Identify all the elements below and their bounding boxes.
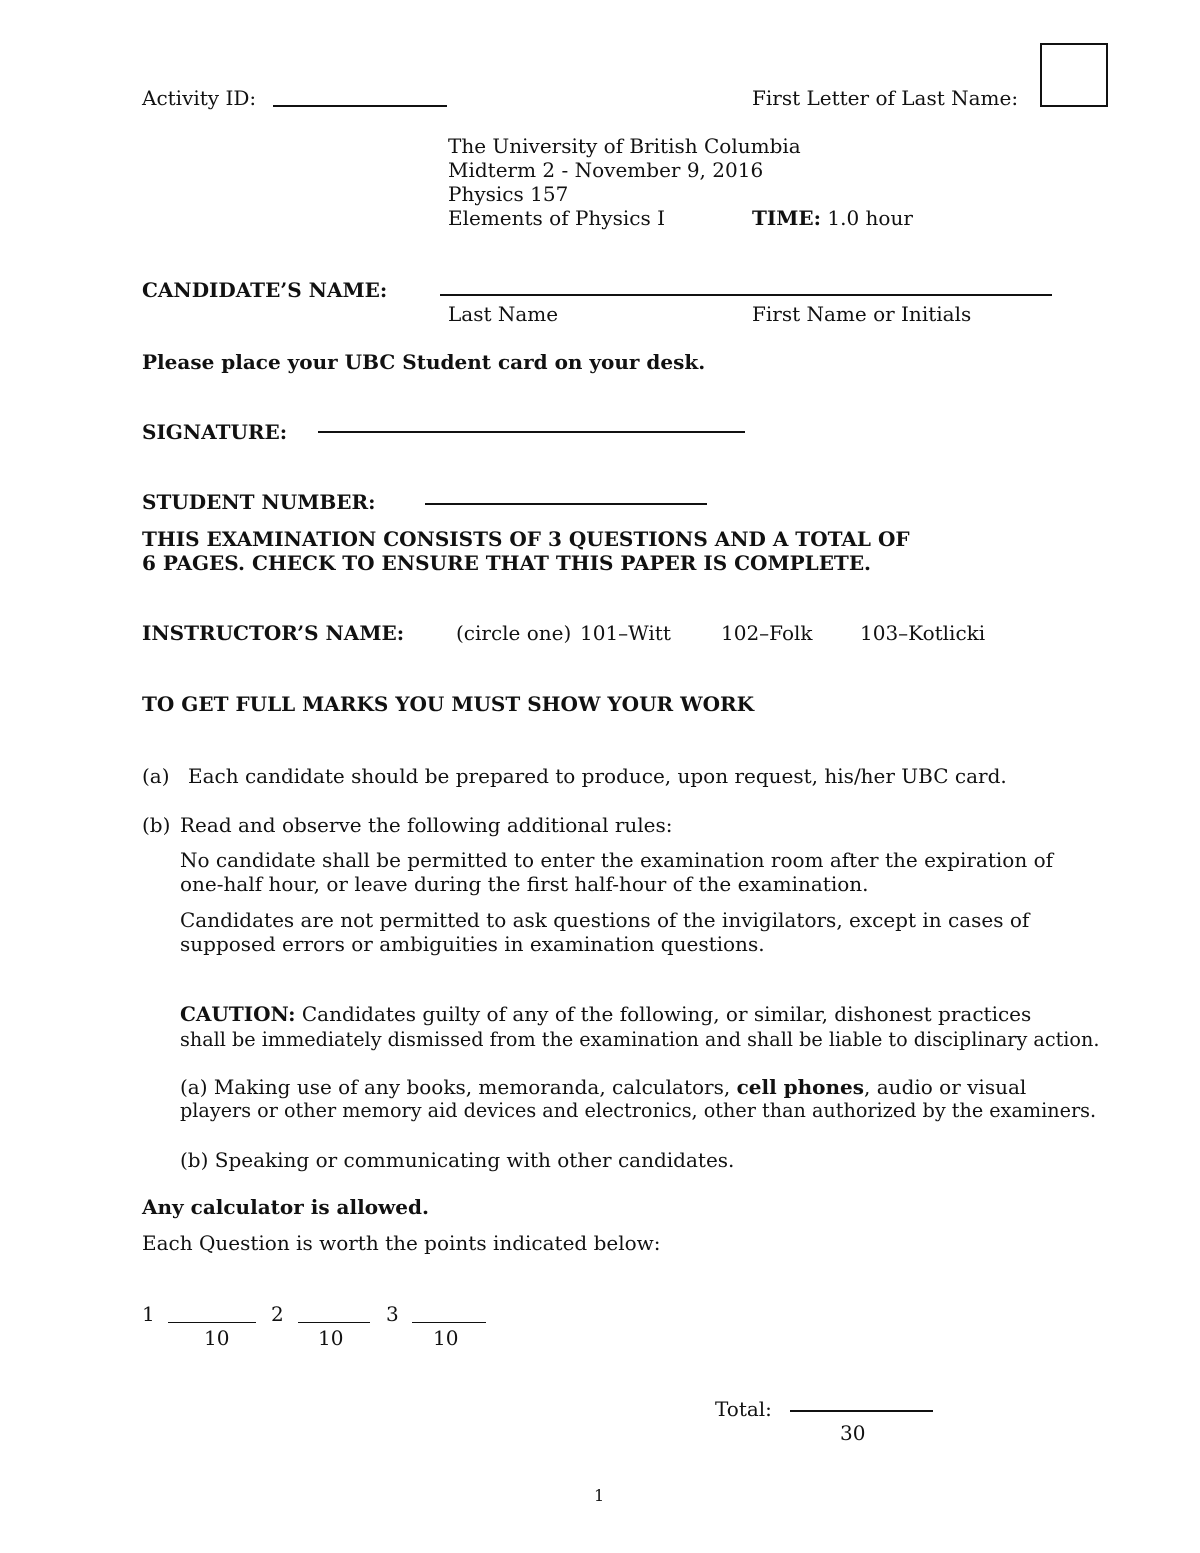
score-1-number: 1	[142, 1302, 155, 1326]
signature-label: SIGNATURE:	[142, 420, 288, 444]
points-intro: Each Question is worth the points indicated below:	[142, 1231, 661, 1255]
instructor-label: INSTRUCTOR’S NAME:	[142, 621, 405, 645]
university-name: The University of British Columbia	[448, 134, 801, 158]
course-number: Physics 157	[448, 182, 569, 206]
card-notice: Please place your UBC Student card on your desk.	[142, 350, 706, 374]
first-letter-box[interactable]	[1040, 43, 1108, 107]
first-letter-label: First Letter of Last Name:	[752, 86, 1019, 110]
exam-time	[752, 206, 913, 230]
last-name-label: Last Name	[448, 302, 559, 326]
rule-entry-line1: No candidate shall be permitted to enter the examination room after the expiration of	[180, 848, 1054, 872]
caution-b-line: (b) Speaking or communicating with other candidates.	[180, 1148, 735, 1172]
signature-field[interactable]	[318, 431, 745, 433]
total-field[interactable]	[790, 1410, 933, 1412]
caution-a-line2: players or other memory aid devices and electronics, other than authorized by the examiners.	[180, 1099, 1097, 1122]
rule-b-text: Read and observe the following additional rules:	[180, 813, 673, 837]
rule-questions-line1: Candidates are not permitted to ask questions of the invigilators, except in cases of	[180, 908, 1030, 932]
score-2-number: 2	[271, 1302, 284, 1326]
instructor-hint: (circle one)	[456, 621, 572, 645]
instructor-option-witt[interactable]: 101–Witt	[580, 621, 671, 645]
full-marks-notice: TO GET FULL MARKS YOU MUST SHOW YOUR WORK	[142, 692, 755, 716]
student-number-label: STUDENT NUMBER:	[142, 490, 376, 514]
caution-text: Candidates guilty of any of the following, or similar, dishonest practices	[301, 1002, 1032, 1026]
first-name-label: First Name or Initials	[752, 302, 972, 326]
student-number-field[interactable]	[425, 503, 707, 505]
caution-a-bold: cell phones	[736, 1075, 865, 1099]
score-2-max: 10	[318, 1326, 344, 1350]
page-number: 1	[594, 1486, 605, 1505]
caution-line1	[180, 1002, 1031, 1026]
course-title: Elements of Physics I	[448, 206, 665, 230]
score-3-max: 10	[433, 1326, 459, 1350]
score-3-number: 3	[386, 1302, 399, 1326]
score-3-field[interactable]	[412, 1322, 486, 1323]
rule-b-marker: (b)	[142, 813, 171, 837]
instructor-option-folk[interactable]: 102–Folk	[721, 621, 813, 645]
activity-id-label: Activity ID:	[142, 86, 257, 110]
rule-questions-line2: supposed errors or ambiguities in examination questions.	[180, 932, 765, 956]
caution-a-pre: (a) Making use of any books, memoranda, calculators,	[180, 1075, 731, 1099]
rule-entry-line2: one-half hour, or leave during the first half-hour of the examination.	[180, 872, 869, 896]
caution-a-line1	[180, 1075, 1026, 1099]
exam-notice-line1: THIS EXAMINATION CONSISTS OF 3 QUESTIONS AND A TOTAL OF	[142, 527, 910, 551]
caution-label: CAUTION:	[180, 1002, 296, 1026]
candidate-name-label: CANDIDATE’S NAME:	[142, 278, 388, 302]
instructor-option-kotlicki[interactable]: 103–Kotlicki	[860, 621, 986, 645]
rule-a-marker: (a)	[142, 764, 170, 788]
caution-a-post: , audio or visual	[864, 1075, 1027, 1099]
time-label: TIME:	[752, 206, 822, 230]
total-max: 30	[840, 1421, 866, 1445]
score-2-field[interactable]	[298, 1322, 370, 1323]
rule-a-text: Each candidate should be prepared to produce, upon request, his/her UBC card.	[188, 764, 1007, 788]
time-value: 1.0 hour	[827, 206, 913, 230]
total-label: Total:	[715, 1397, 772, 1421]
exam-title: Midterm 2 - November 9, 2016	[448, 158, 764, 182]
score-1-max: 10	[204, 1326, 230, 1350]
candidate-name-field[interactable]	[440, 294, 1052, 296]
score-1-field[interactable]	[168, 1322, 256, 1323]
exam-notice-line2: 6 PAGES. CHECK TO ENSURE THAT THIS PAPER IS COMPLETE.	[142, 551, 872, 575]
calculator-notice: Any calculator is allowed.	[142, 1195, 429, 1219]
caution-line2: shall be immediately dismissed from the examination and shall be liable to disciplinary action.	[180, 1028, 1100, 1051]
activity-id-field[interactable]	[273, 105, 447, 107]
